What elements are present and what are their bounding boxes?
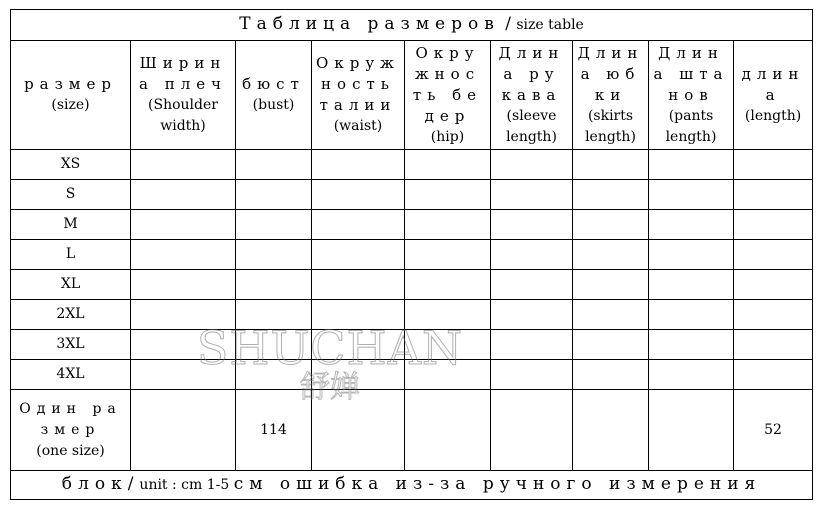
header-label-ru: размер (24, 75, 117, 93)
measurement-cell (312, 210, 405, 240)
table-row (11, 150, 813, 180)
measurement-cell (573, 270, 649, 300)
header-row (11, 41, 813, 150)
measurement-cell (491, 300, 573, 330)
size-table-container (10, 9, 812, 500)
measurement-cell (734, 300, 813, 330)
size-label: XS (11, 150, 131, 180)
measurement-cell (131, 150, 236, 180)
header-label-ru: бюст (242, 75, 305, 93)
header-cell (573, 41, 649, 150)
size-table (10, 9, 813, 500)
header-cell (11, 41, 131, 150)
header-cell (649, 41, 734, 150)
title-separator: / (499, 14, 517, 34)
measurement-cell (734, 240, 813, 270)
measurement-cell (405, 150, 491, 180)
measurement-cell (734, 210, 813, 240)
measurement-cell (573, 300, 649, 330)
measurement-cell (131, 270, 236, 300)
measurement-cell (131, 300, 236, 330)
table-footer (11, 471, 813, 500)
table-row (11, 300, 813, 330)
header-cell (405, 41, 491, 150)
one-size-label-ru: Один ра змер (19, 400, 122, 438)
measurement-cell (573, 210, 649, 240)
measurement-cell (573, 360, 649, 390)
table-row (11, 330, 813, 360)
measurement-cell (236, 360, 312, 390)
measurement-cell (491, 360, 573, 390)
header-cell (734, 41, 813, 150)
one-size-row (11, 390, 813, 471)
measurement-cell (312, 240, 405, 270)
table-row (11, 180, 813, 210)
measurement-cell (649, 150, 734, 180)
header-cell (236, 41, 312, 150)
one-size-value (312, 390, 405, 471)
size-label: M (11, 210, 131, 240)
measurement-cell (312, 270, 405, 300)
measurement-cell (312, 150, 405, 180)
measurement-cell (405, 330, 491, 360)
measurement-cell (649, 330, 734, 360)
measurement-cell (236, 150, 312, 180)
measurement-cell (236, 300, 312, 330)
measurement-cell (312, 300, 405, 330)
measurement-cell (649, 180, 734, 210)
header-label-ru: Длин а ру кава (498, 43, 565, 104)
header-cell (312, 41, 405, 150)
measurement-cell (573, 240, 649, 270)
measurement-cell (491, 210, 573, 240)
measurement-cell (573, 330, 649, 360)
table-row (11, 240, 813, 270)
measurement-cell (405, 240, 491, 270)
header-label-en: (pants length) (665, 107, 717, 145)
measurement-cell (649, 360, 734, 390)
measurement-cell (236, 240, 312, 270)
measurement-cell (405, 360, 491, 390)
measurement-cell (131, 180, 236, 210)
measurement-cell (491, 150, 573, 180)
watermark-cjk: 舒婵 (300, 370, 360, 405)
measurement-cell (236, 270, 312, 300)
header-label-ru: Окруж ность талии (316, 54, 400, 114)
measurement-cell (405, 210, 491, 240)
measurement-cell (405, 270, 491, 300)
one-size-label-en: (one size) (36, 442, 105, 459)
measurement-cell (491, 330, 573, 360)
header-label-ru: длин а (741, 64, 805, 104)
header-cell (491, 41, 573, 150)
size-label: S (11, 180, 131, 210)
measurement-cell (312, 330, 405, 360)
measurement-cell (649, 240, 734, 270)
measurement-cell (734, 270, 813, 300)
title-ru: Таблица размеров (239, 14, 500, 34)
size-label: 4XL (11, 360, 131, 390)
measurement-cell (131, 330, 236, 360)
watermark-latin: SHUCHAN (196, 321, 464, 375)
one-size-value (405, 390, 491, 471)
table-row (11, 360, 813, 390)
one-size-value (131, 390, 236, 471)
header-label-en: (hip) (430, 128, 465, 145)
measurement-cell (131, 360, 236, 390)
header-label-en: (skirts length) (585, 107, 636, 145)
header-label-en: (length) (744, 107, 802, 124)
one-size-label (11, 390, 131, 471)
size-rows (11, 150, 813, 390)
measurement-cell (573, 150, 649, 180)
measurement-cell (734, 330, 813, 360)
table-title (11, 10, 813, 41)
footer-unit-en: unit : cm 1-5 (139, 477, 234, 493)
measurement-cell (491, 240, 573, 270)
header-label-ru: Окру жнос ть бе дер (412, 43, 483, 125)
header-label-ru: Ширин а плеч (138, 54, 228, 93)
measurement-cell (734, 360, 813, 390)
measurement-cell (649, 270, 734, 300)
one-size-value (573, 390, 649, 471)
measurement-cell (573, 180, 649, 210)
header-label-en: (Shoulder width) (148, 97, 218, 134)
table-row (11, 270, 813, 300)
header-label-en: (bust) (252, 97, 295, 113)
measurement-cell (405, 180, 491, 210)
header-label-ru: Длин а юб ки (577, 43, 644, 104)
measurement-cell (236, 210, 312, 240)
measurement-cell (491, 180, 573, 210)
measurement-cell (131, 240, 236, 270)
measurement-cell (734, 180, 813, 210)
measurement-cell (236, 330, 312, 360)
measurement-cell (131, 210, 236, 240)
size-label: L (11, 240, 131, 270)
measurement-cell (312, 360, 405, 390)
one-size-value (649, 390, 734, 471)
size-label: 2XL (11, 300, 131, 330)
size-label: 3XL (11, 330, 131, 360)
measurement-cell (312, 180, 405, 210)
measurement-cell (491, 270, 573, 300)
header-label-en: (waist) (333, 118, 383, 134)
measurement-cell (649, 300, 734, 330)
one-size-value (491, 390, 573, 471)
one-size-value: 114 (236, 390, 312, 471)
header-cell (131, 41, 236, 150)
footer-error-note: см ошибка из-за ручного измерения (233, 474, 762, 494)
measurement-cell (236, 180, 312, 210)
header-label-en: (sleeve length) (506, 107, 557, 145)
measurement-cell (405, 300, 491, 330)
measurement-cell (734, 150, 813, 180)
header-label-ru: Длин а шта нов (653, 43, 729, 104)
table-row (11, 210, 813, 240)
footer-unit-ru: блок/ (61, 474, 140, 494)
one-size-value: 52 (734, 390, 813, 471)
title-en: size table (516, 17, 584, 33)
size-label: XL (11, 270, 131, 300)
header-label-en: (size) (51, 97, 90, 113)
measurement-cell (649, 210, 734, 240)
